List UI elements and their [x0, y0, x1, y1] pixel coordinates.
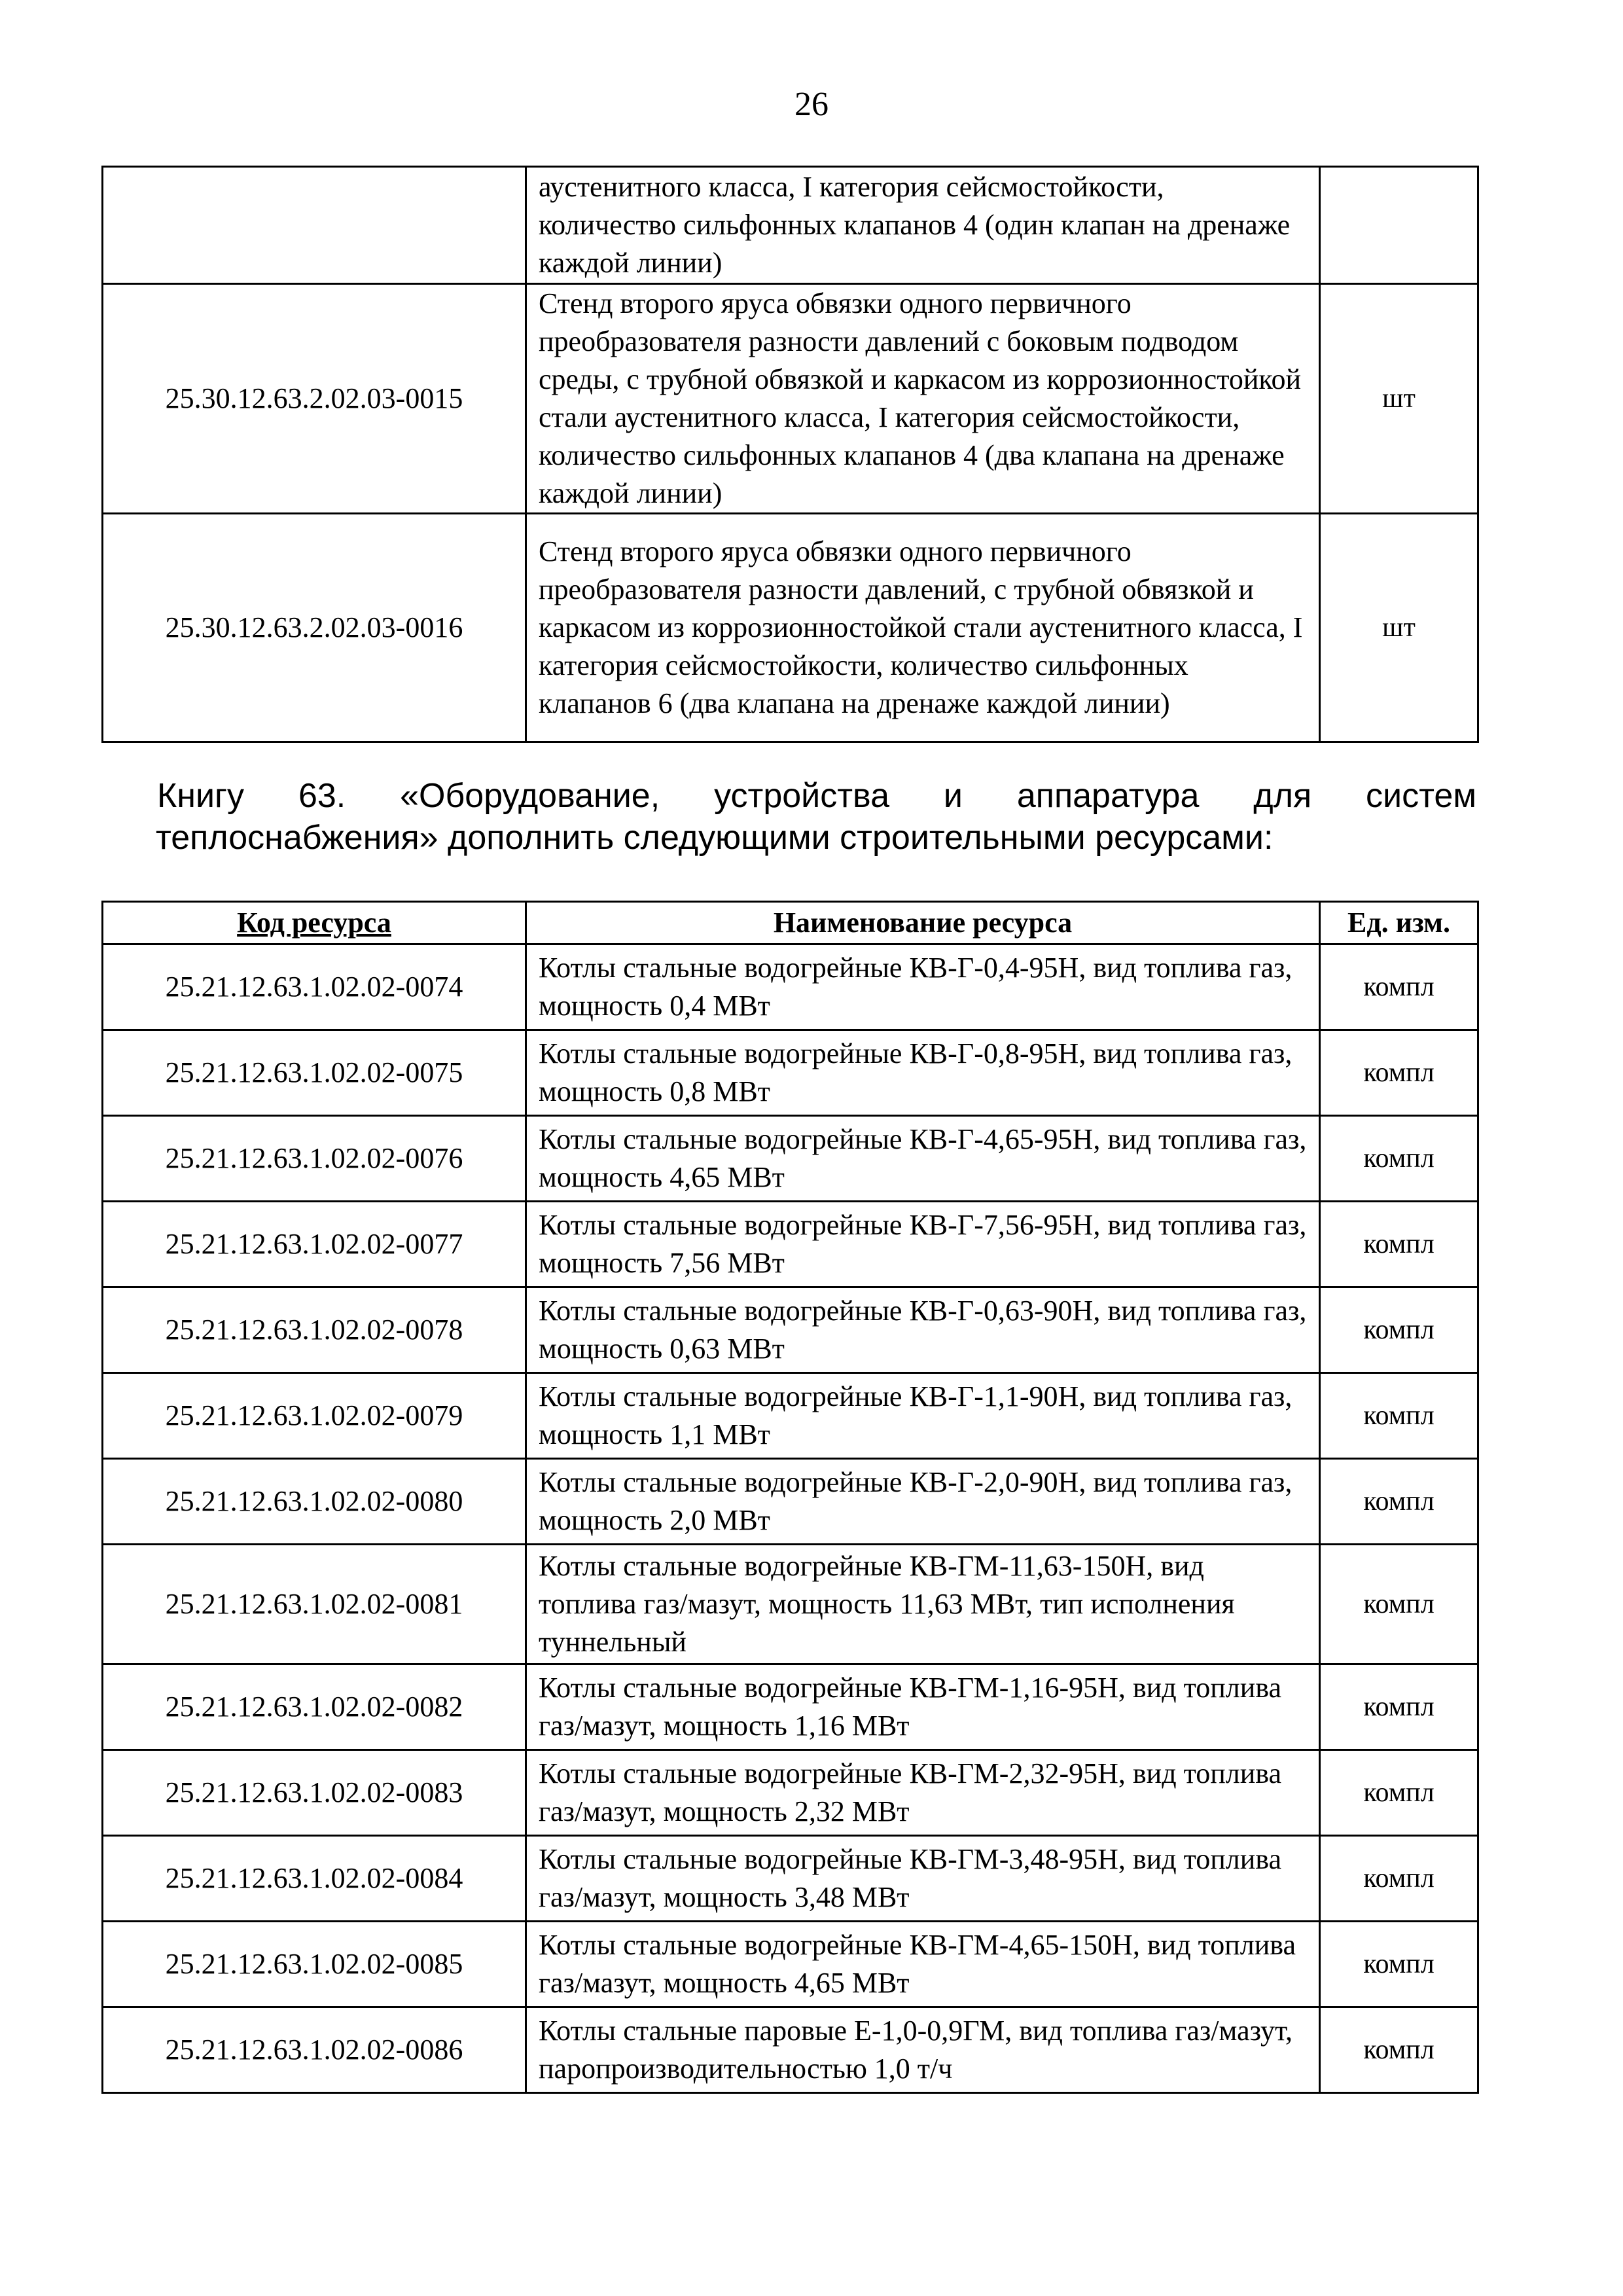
resource-code: 25.21.12.63.1.02.02-0074 [103, 944, 526, 1030]
table-header-row [103, 902, 1478, 944]
resource-unit: шт [1320, 284, 1478, 514]
resource-code: 25.21.12.63.1.02.02-0075 [103, 1030, 526, 1116]
resource-unit: компл [1320, 1664, 1478, 1750]
resource-name: Котлы стальные водогрейные КВ-ГМ-1,16-95Н, вид топлива газ/мазут, мощность 1,16 МВт [526, 1664, 1320, 1750]
table-row [103, 514, 1478, 742]
resource-name: Котлы стальные водогрейные КВ-Г-2,0-90Н, вид топлива газ, мощность 2,0 МВт [526, 1459, 1320, 1545]
resource-code: 25.30.12.63.2.02.03-0016 [103, 514, 526, 742]
table-row [103, 1116, 1478, 1202]
resource-name: Котлы стальные водогрейные КВ-ГМ-3,48-95Н, вид топлива газ/мазут, мощность 3,48 МВт [526, 1836, 1320, 1922]
table-row [103, 1750, 1478, 1836]
resource-name: Стенд второго яруса обвязки одного первичного преобразователя разности давлений с боковым подводом среды, с трубной обвязкой и каркасом из коррозионностойкой стали аустенитного класса, I категория сейсмостойкости, количество сильфонных клапанов 4 (два клапана на дренаже каждой линии) [526, 284, 1320, 514]
header-name: Наименование ресурса [526, 902, 1320, 944]
resource-unit: компл [1320, 2007, 1478, 2093]
resource-unit: компл [1320, 944, 1478, 1030]
table-row [103, 1922, 1478, 2007]
resource-unit: компл [1320, 1202, 1478, 1287]
resource-code: 25.21.12.63.1.02.02-0077 [103, 1202, 526, 1287]
resource-name: Котлы стальные водогрейные КВ-Г-7,56-95Н, вид топлива газ, мощность 7,56 МВт [526, 1202, 1320, 1287]
page-number: 26 [794, 86, 829, 123]
resource-unit: компл [1320, 1030, 1478, 1116]
resource-name: Котлы стальные водогрейные КВ-ГМ-11,63-150Н, вид топлива газ/мазут, мощность 11,63 МВт, тип исполнения туннельный [526, 1545, 1320, 1664]
table-row [103, 2007, 1478, 2093]
book-amendment-paragraph [157, 775, 1476, 859]
table-row [103, 944, 1478, 1030]
resource-code: 25.21.12.63.1.02.02-0080 [103, 1459, 526, 1545]
resource-name: Котлы стальные водогрейные КВ-Г-0,8-95Н, вид топлива газ, мощность 0,8 МВт [526, 1030, 1320, 1116]
resource-code: 25.21.12.63.1.02.02-0085 [103, 1922, 526, 2007]
continued-resource-table [101, 166, 1479, 743]
resource-name: Котлы стальные водогрейные КВ-ГМ-2,32-95Н, вид топлива газ/мазут, мощность 2,32 МВт [526, 1750, 1320, 1836]
header-code: Код ресурса [103, 902, 526, 944]
resource-name: Котлы стальные водогрейные КВ-Г-0,63-90Н, вид топлива газ, мощность 0,63 МВт [526, 1287, 1320, 1373]
resource-name: Котлы стальные водогрейные КВ-Г-4,65-95Н, вид топлива газ, мощность 4,65 МВт [526, 1116, 1320, 1202]
resource-code: 25.21.12.63.1.02.02-0082 [103, 1664, 526, 1750]
resource-unit: компл [1320, 1287, 1478, 1373]
table-row [103, 167, 1478, 284]
paragraph-line: Книгу 63. «Оборудование, устройства и аппаратура для систем [157, 777, 1476, 815]
resource-name: Котлы стальные паровые Е-1,0-0,9ГМ, вид топлива газ/мазут, паропроизводительностью 1,0 т/ч [526, 2007, 1320, 2093]
resource-unit [1320, 167, 1478, 284]
resource-name: Стенд второго яруса обвязки одного первичного преобразователя разности давлений, с трубной обвязкой и каркасом из коррозионностойкой стали аустенитного класса, I категория сейсмостойкости, количество сильфонных клапанов 6 (два клапана на дренаже каждой линии) [526, 514, 1320, 742]
resource-code: 25.21.12.63.1.02.02-0084 [103, 1836, 526, 1922]
paragraph-line: теплоснабжения» дополнить следующими строительными ресурсами: [156, 819, 1274, 857]
table-row [103, 1459, 1478, 1545]
resource-code: 25.21.12.63.1.02.02-0081 [103, 1545, 526, 1664]
resource-name: Котлы стальные водогрейные КВ-Г-1,1-90Н, вид топлива газ, мощность 1,1 МВт [526, 1373, 1320, 1459]
resource-unit: компл [1320, 1545, 1478, 1664]
header-unit: Ед. изм. [1320, 902, 1478, 944]
table-row [103, 1287, 1478, 1373]
table-row [103, 1030, 1478, 1116]
resource-unit: компл [1320, 1922, 1478, 2007]
resource-code [103, 167, 526, 284]
resource-name: Котлы стальные водогрейные КВ-Г-0,4-95Н, вид топлива газ, мощность 0,4 МВт [526, 944, 1320, 1030]
table-row [103, 1545, 1478, 1664]
resource-unit: шт [1320, 514, 1478, 742]
resource-unit: компл [1320, 1116, 1478, 1202]
resource-code: 25.21.12.63.1.02.02-0079 [103, 1373, 526, 1459]
new-resource-table [101, 901, 1479, 2094]
resource-code: 25.21.12.63.1.02.02-0078 [103, 1287, 526, 1373]
table-row [103, 284, 1478, 514]
table-row [103, 1836, 1478, 1922]
resource-unit: компл [1320, 1836, 1478, 1922]
resource-unit: компл [1320, 1373, 1478, 1459]
resource-unit: компл [1320, 1459, 1478, 1545]
resource-code: 25.30.12.63.2.02.03-0015 [103, 284, 526, 514]
resource-name: Котлы стальные водогрейные КВ-ГМ-4,65-150Н, вид топлива газ/мазут, мощность 4,65 МВт [526, 1922, 1320, 2007]
resource-unit: компл [1320, 1750, 1478, 1836]
resource-code: 25.21.12.63.1.02.02-0086 [103, 2007, 526, 2093]
table-row [103, 1664, 1478, 1750]
resource-code: 25.21.12.63.1.02.02-0076 [103, 1116, 526, 1202]
resource-code: 25.21.12.63.1.02.02-0083 [103, 1750, 526, 1836]
table-row [103, 1373, 1478, 1459]
resource-name: аустенитного класса, I категория сейсмостойкости, количество сильфонных клапанов 4 (один клапан на дренаже каждой линии) [526, 167, 1320, 284]
table-row [103, 1202, 1478, 1287]
